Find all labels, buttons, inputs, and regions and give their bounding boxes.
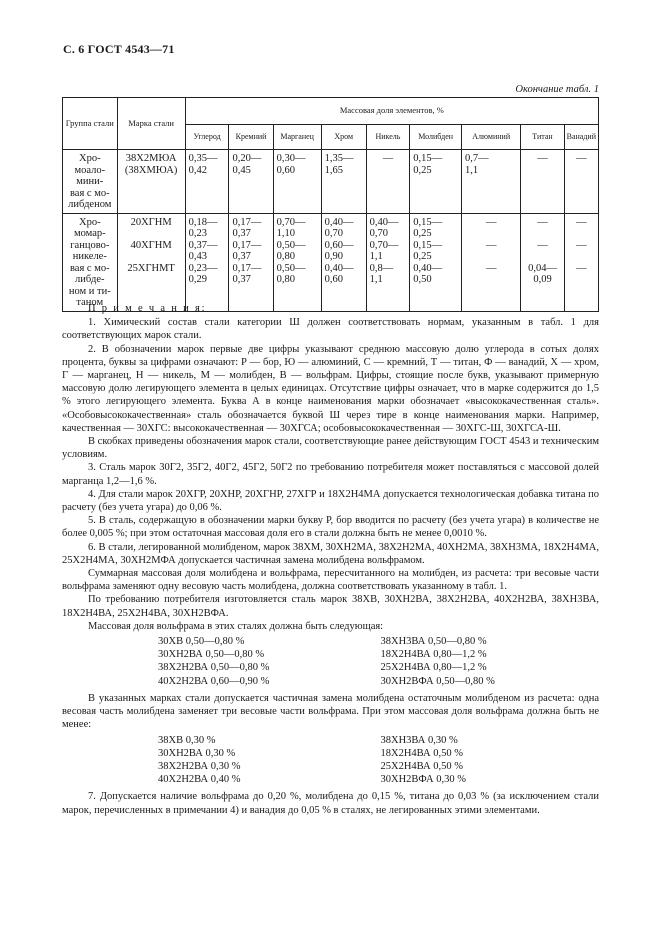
page-header: С. 6 ГОСТ 4543—71 bbox=[63, 42, 175, 56]
note-paragraph: В указанных марках стали допускается частичная замена молибдена остаточным молибденом из расчета: одна весовая часть молибдена заменяет три весовые части вольфрама. При этом массовая доля вольфрама должна быть не менее: bbox=[62, 692, 599, 731]
list-item: 38Х2Н2ВА 0,30 % bbox=[158, 760, 241, 772]
tungsten-list bbox=[62, 635, 599, 688]
tungsten-min-list bbox=[62, 734, 599, 787]
list-item: 40Х2Н2ВА 0,40 % bbox=[158, 774, 241, 786]
list-item: 38ХН3ВА 0,30 % bbox=[380, 734, 458, 746]
notes-title: П р и м е ч а н и я: bbox=[88, 303, 207, 314]
value-cell: — bbox=[366, 150, 410, 214]
note-paragraph: Массовая доля вольфрама в этих сталях должна быть следующая: bbox=[88, 620, 384, 632]
element-header: Алюминий bbox=[462, 125, 521, 150]
element-header: Титан bbox=[521, 125, 564, 150]
list-item: 18Х2Н4ВА 0,50 % bbox=[380, 747, 463, 759]
value-cell: — bbox=[564, 150, 598, 214]
value-cell: 0,17— 0,37 0,17— 0,37 0,17— 0,37 bbox=[229, 213, 273, 311]
value-cell: 0,20— 0,45 bbox=[229, 150, 273, 214]
element-header: Никель bbox=[366, 125, 410, 150]
value-cell: 0,40— 0,70 0,70— 1,1 0,8— 1,1 bbox=[366, 213, 410, 311]
value-cell: 0,70— 1,10 0,50— 0,80 0,50— 0,80 bbox=[273, 213, 321, 311]
mark-cell: 20ХГНМ 40ХГНМ 25ХГНМТ bbox=[117, 213, 185, 311]
list-item: 30ХН2ВА 0,50—0,80 % bbox=[158, 649, 265, 661]
table-caption: Окончание табл. 1 bbox=[515, 84, 599, 95]
note-paragraph: По требованию потребителя изготовляется сталь марок 38ХВ, 30ХН2ВА, 38Х2Н2ВА, 40Х2Н2ВА, 38ХН3ВА, 18Х2Н4ВА, 25Х2Н4ВА, 30ХН2ВФА. bbox=[62, 594, 599, 619]
note-paragraph: 1. Химический состав стали категории Ш должен соответствовать нормам, указанным в табл. 1 для соответствующих марок стали. bbox=[62, 317, 599, 342]
note-paragraph: 5. В сталь, содержащую в обозначении марки букву Р, бор вводится по расчету (без учета угара) в количестве не более 0,005 %; при этом остаточная массовая доля его в стали должна быть не менее 0,0010 %. bbox=[62, 515, 599, 540]
note-paragraph: Суммарная массовая доля молибдена и вольфрама, пересчитанного на молибден, из расчета: три весовые части вольфрама заменяют одну весовую часть молибдена, должна соответствовать указанному в табл. 1. bbox=[62, 568, 599, 593]
value-cell: 0,15— 0,25 0,15— 0,25 0,40— 0,50 bbox=[410, 213, 462, 311]
group-cell: Хро- момар- ганцово- никеле- вая с мо- либде- ном и ти- таном bbox=[63, 213, 118, 311]
list-item: 25Х2Н4ВА 0,80—1,2 % bbox=[380, 662, 487, 674]
element-header: Кремний bbox=[229, 125, 273, 150]
group-cell: Хро- моало- мини- вая с мо- либденом bbox=[63, 150, 118, 214]
value-cell: 0,15— 0,25 bbox=[410, 150, 462, 214]
list-item: 38ХВ 0,30 % bbox=[158, 734, 216, 746]
note-paragraph: 7. Допускается наличие вольфрама до 0,20 %, молибдена до 0,15 %, титана до 0,03 % (за исключением стали марок, перечисленных в примечании 4) и ванадия до 0,05 % в сталях, не легированных этими элементами. bbox=[62, 791, 599, 816]
list-item: 38ХН3ВА 0,50—0,80 % bbox=[380, 636, 487, 648]
table-row bbox=[63, 150, 599, 214]
list-item: 18Х2Н4ВА 0,80—1,2 % bbox=[380, 649, 487, 661]
value-cell: 0,35— 0,42 bbox=[185, 150, 229, 214]
value-cell: 0,40— 0,70 0,60— 0,90 0,40— 0,60 bbox=[321, 213, 366, 311]
composition-table bbox=[62, 97, 599, 312]
note-paragraph: 2. В обозначении марок первые две цифры указывают среднюю массовую долю углерода в сотых долях процента, буквы за цифрами означают: Р — бор, Ю — алюминий, С — кремний, Т — титан, Ф — ванадий, Х — хром, Г — марганец, Н — никель, М — молибден, В — вольфрам. Цифры, стоящие после букв, указывают примерную массовую долю легирующего элемента в целых единицах. Отсутствие цифры означает, что в марке содержится до 1,5 % этого легирующего элемента. Буква А в конце наименования марки обозначает «высококачественная сталь». «Особовысококачественная» сталь обозначается буквой Ш через тире в конце наименования марки. Например, качественная — 30ХГС: высококачественная — 30ХГСА; особовысококачественная — 30ХГС-Ш, 30ХГСА-Ш. bbox=[62, 343, 599, 434]
element-header: Ванадий bbox=[564, 125, 598, 150]
element-header: Углерод bbox=[185, 125, 229, 150]
list-item: 30ХН2ВФА 0,50—0,80 % bbox=[380, 675, 495, 687]
col-mark-header: Марка стали bbox=[117, 98, 185, 150]
value-cell: 0,7— 1,1 bbox=[462, 150, 521, 214]
value-cell: 0,30— 0,60 bbox=[273, 150, 321, 214]
element-header: Хром bbox=[321, 125, 366, 150]
list-item: 30ХН2ВФА 0,30 % bbox=[380, 774, 467, 786]
col-group-header: Группа стали bbox=[63, 98, 118, 150]
note-paragraph: 3. Сталь марок 30Г2, 35Г2, 40Г2, 45Г2, 50Г2 по требованию потребителя может поставляться с массовой долей марганца 1,2—1,6 %. bbox=[62, 462, 599, 487]
value-cell: — — — bbox=[564, 213, 598, 311]
notes-section bbox=[62, 302, 599, 817]
list-item: 40Х2Н2ВА 0,60—0,90 % bbox=[158, 675, 270, 687]
element-header: Марганец bbox=[273, 125, 321, 150]
value-cell: 0,18— 0,23 0,37— 0,43 0,23— 0,29 bbox=[185, 213, 229, 311]
table-row bbox=[63, 213, 599, 311]
value-cell: — — — bbox=[462, 213, 521, 311]
element-header: Молибден bbox=[410, 125, 462, 150]
note-paragraph: 4. Для стали марок 20ХГР, 20ХНР, 20ХГНР, 27ХГР и 18Х2Н4МА допускается технологическая добавка титана по расчету (без учета угара) до 0,06 %. bbox=[62, 488, 599, 514]
list-item: 25Х2Н4ВА 0,50 % bbox=[380, 760, 463, 772]
list-item: 30ХВ 0,50—0,80 % bbox=[158, 636, 245, 648]
value-cell: — bbox=[521, 150, 564, 214]
col-mass-header: Массовая доля элементов, % bbox=[185, 98, 598, 125]
list-item: 38Х2Н2ВА 0,50—0,80 % bbox=[158, 662, 270, 674]
note-paragraph: 6. В стали, легированной молибденом, марок 38ХМ, 30ХН2МА, 38Х2Н2МА, 40ХН2МА, 38ХН3МА, 18Х2Н4МА, 25Х2Н4МА, 30ХН2МФА допускается частичная замена молибдена вольфрамом. bbox=[62, 541, 599, 566]
mark-cell: 38Х2МЮА (38ХМЮА) bbox=[117, 150, 185, 214]
list-item: 30ХН2ВА 0,30 % bbox=[158, 747, 236, 759]
value-cell: — — 0,04— 0,09 bbox=[521, 213, 564, 311]
note-paragraph: В скобках приведены обозначения марок стали, соответствующие ранее действующим ГОСТ 4543 и техническим условиям. bbox=[62, 436, 599, 461]
value-cell: 1,35— 1,65 bbox=[321, 150, 366, 214]
